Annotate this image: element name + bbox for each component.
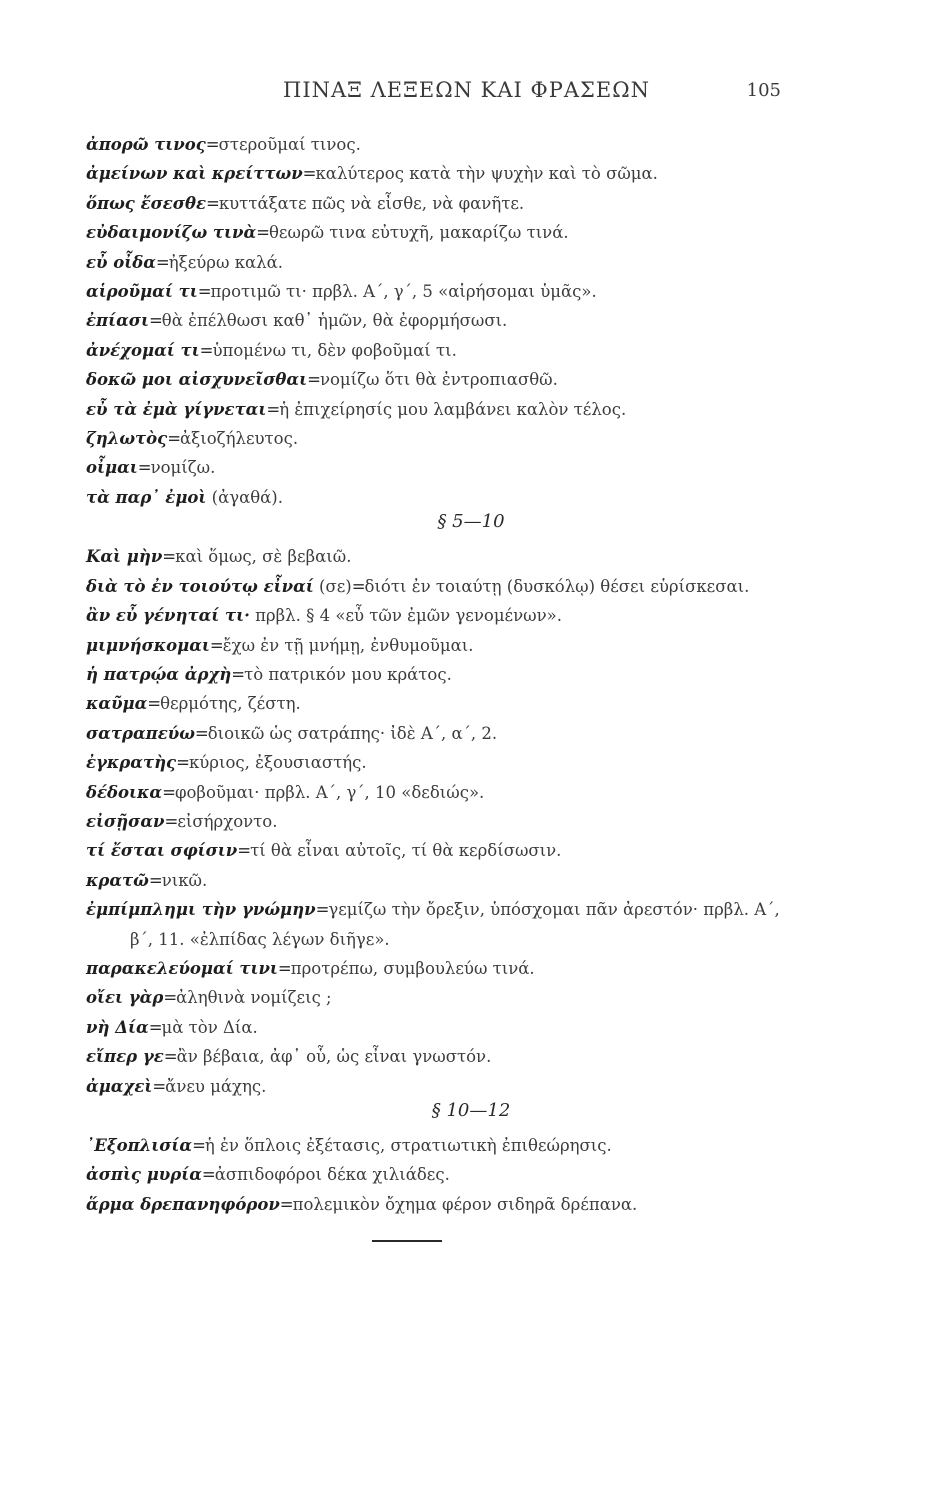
entry-term: δοκῶ μοι αἰσχυνεῖσθαι [86,370,308,390]
glossary-entry [86,748,786,777]
equals-sign: = [147,694,161,714]
entry-term: εὖ τὰ ἐμὰ γίγνεται [86,399,267,419]
entry-definition: ὑπομένω τι, δὲν φοβοῦμαί τι. [212,340,457,360]
entry-term: εὐδαιμονίζω τινὰ [86,223,257,243]
glossary-entry [86,807,786,836]
equals-sign: = [201,1165,215,1185]
entry-definition: στεροῦμαί τινος. [218,135,361,154]
entry-definition: καλύτερος κατὰ τὴν ψυχὴν καὶ τὸ σῶμα. [315,164,658,184]
glossary-entry [86,660,786,689]
entry-term: μιμνήσκομαι [86,635,210,655]
glossary-entry [86,130,786,159]
entry-term: ἐμπίμπλημι τὴν γνώμην [86,900,316,920]
equals-sign: = [315,900,329,920]
entry-definition: νομίζω ὅτι θὰ ἐντροπιασθῶ. [319,370,558,390]
glossary-entry [86,453,786,482]
entry-term: τί ἔσται σφίσιν [86,841,238,861]
glossary-group-1 [86,130,786,512]
entry-definition: φοβοῦμαι· πρβλ. Α΄, γ΄, 10 «δεδιώς». [174,782,485,802]
entry-term: ὅπως ἔσεσθε [86,193,207,213]
entry-definition: πολεμικὸν ὄχημα φέρον σιδηρᾶ δρέπανα. [292,1194,638,1214]
glossary-entry [86,631,786,660]
equals-sign: = [162,547,176,567]
entry-term: νὴ Δία [86,1017,149,1037]
entry-definition: τί θὰ εἶναι αὐτοῖς, τί θὰ κερδίσωσιν. [250,841,562,861]
entry-term: ἐγκρατὴς [86,753,177,773]
entry-definition: ἂν βέβαια, ἀφ᾽ οὗ, ὡς εἶναι γνωστόν. [176,1047,492,1067]
entry-definition: θεωρῶ τινα εὐτυχῆ, μακαρίζω τινά. [268,223,569,243]
equals-sign: = [176,753,189,773]
glossary-entry [86,689,786,718]
equals-sign: = [266,399,280,419]
glossary-entry [86,778,786,807]
glossary-entry [86,218,786,247]
entry-definition: θερμότης, ζέστη. [160,694,301,714]
entry-definition: προτρέπω, συμβουλεύω τινά. [290,958,535,978]
page-number: 105 [746,80,781,101]
section-heading-10-12: § 10—12 [431,1100,511,1121]
equals-sign: = [137,458,151,478]
entry-definition: διότι ἐν τοιαύτῃ (δυσκόλῳ) θέσει εὑρίσκεσαι. [364,576,750,596]
entry-term: σατραπεύω [86,723,195,743]
glossary-entry [86,954,786,983]
equals-sign: = [163,988,177,1008]
entry-term: διὰ τὸ ἐν τοιούτῳ εἶναί [86,576,314,596]
equals-sign: = [162,782,175,802]
glossary-entry [86,1160,786,1189]
entry-term: ἀπορῶ τινος [86,135,206,154]
glossary-entry [86,542,786,571]
glossary-entry [86,365,786,394]
equals-sign: = [279,1194,293,1214]
equals-sign: = [231,664,245,684]
glossary-entry [86,424,786,453]
glossary-entry [86,836,786,865]
entry-definition: ἀξιοζήλευτος. [180,429,299,449]
end-rule [372,1240,442,1242]
entry-definition: ἀσπιδοφόροι δέκα χιλιάδες. [214,1165,450,1185]
entry-term: ἀσπὶς μυρία [86,1165,202,1185]
entry-definition: μὰ τὸν Δία. [161,1017,258,1037]
glossary-entry [86,719,786,748]
glossary-entry [86,395,786,424]
entry-term: ἅρμα δρεπανηφόρον [86,1194,280,1214]
glossary-entry [86,306,786,335]
entry-definition: ἄνευ μάχης. [165,1076,267,1096]
glossary-entry [86,572,786,601]
entry-definition: τὸ πατρικόν μου κράτος. [244,664,452,684]
equals-sign: = [197,282,211,302]
entry-definition: διοικῶ ὡς σατράπης· ἰδὲ Α΄, α΄, 2. [207,723,498,743]
equals-sign: = [192,1136,205,1155]
running-title: ΠΙΝΑΞ ΛΕΞΕΩΝ ΚΑΙ ΦΡΑΣΕΩΝ [283,78,650,102]
equals-sign: = [209,635,223,655]
glossary-entry [86,277,786,306]
entry-term: ᾽Εξοπλισία [86,1136,193,1155]
equals-sign: = [351,576,365,596]
equals-sign: = [163,1047,177,1067]
glossary-entry [86,159,786,188]
entry-term: ἀμαχεὶ [86,1076,153,1096]
entry-term: ζηλωτὸς [86,429,168,449]
equals-sign: = [302,164,316,184]
page-header [0,78,933,108]
section-heading-5-10: § 5—10 [437,511,505,533]
entry-term: ἂν εὖ γένηταί τι· [86,606,250,626]
equals-sign: = [205,135,219,154]
equals-sign: = [307,370,320,390]
entry-note: (σε) [313,576,352,596]
entry-definition: γεμίζω τὴν ὄρεξιν, ὑπόσχομαι πᾶν ἀρεστόν· πρβλ. Α΄, β΄, 11. «ἐλπίδας λέγων διῆγε». [130,900,780,949]
entry-term: ἐπίασι [86,311,149,331]
entry-term: ἡ πατρῴα ἀρχὴ [86,664,232,684]
equals-sign: = [167,429,181,449]
entry-term: δέδοικα [86,782,163,802]
entry-definition: κύριος, ἐξουσιαστής. [188,753,367,773]
entry-definition: εἰσήρχοντο. [177,811,278,831]
glossary-entry [86,1190,786,1219]
entry-term: εὖ οἶδα [86,252,156,272]
entry-definition: θὰ ἐπέλθωσι καθ᾽ ἡμῶν, θὰ ἐφορμήσωσι. [161,311,508,331]
equals-sign: = [148,311,162,331]
glossary-entry [86,601,786,630]
glossary-body [86,130,786,1219]
entry-note: (ἀγαθά). [206,487,283,507]
entry-definition: ἡ ἐπιχείρησίς μου λαμβάνει καλὸν τέλος. [279,399,627,419]
glossary-entry [86,189,786,218]
entry-term: Καὶ μὴν [86,547,163,567]
equals-sign: = [152,1076,166,1096]
entry-term: εἴπερ γε [86,1047,164,1067]
entry-term: τὰ παρ᾽ ἐμοὶ [86,487,207,507]
entry-definition: ἠξεύρω καλά. [168,252,284,272]
equals-sign: = [199,340,213,360]
glossary-entry [86,895,786,954]
equals-sign: = [237,841,251,861]
entry-term: παρακελεύομαί τινι [86,958,278,978]
entry-definition: κυττάξατε πῶς νὰ εἶσθε, νὰ φανῆτε. [218,193,525,213]
glossary-entry [86,1013,786,1042]
entry-term: εἰσῇσαν [86,811,165,831]
glossary-entry [86,336,786,365]
entry-definition: καὶ ὅμως, σὲ βεβαιῶ. [175,547,352,567]
entry-term: ἀνέχομαί τι [86,340,200,360]
glossary-group-2 [86,542,786,1101]
entry-term: αἱροῦμαί τι [86,282,198,302]
equals-sign: = [148,870,162,890]
glossary-entry [86,1131,786,1160]
entry-term: ἀμείνων καὶ κρείττων [86,164,303,184]
entry-definition: ἡ ἐν ὅπλοις ἐξέτασις, στρατιωτικὴ ἐπιθεώρησις. [204,1136,612,1155]
entry-term: οἴει γὰρ [86,988,164,1008]
equals-sign: = [164,811,178,831]
equals-sign: = [194,723,208,743]
equals-sign: = [148,1017,162,1037]
entry-note: πρβλ. § 4 «εὖ τῶν ἐμῶν γενομένων». [249,606,562,626]
glossary-entry [86,866,786,895]
entry-term: οἶμαι [86,458,138,478]
entry-term: καῦμα [86,694,148,714]
glossary-entry [86,248,786,277]
entry-term: κρατῶ [86,870,149,890]
glossary-group-3 [86,1131,786,1219]
entry-definition: ἀληθινὰ νομίζεις ; [176,988,332,1008]
glossary-entry [86,983,786,1012]
equals-sign: = [256,223,269,243]
entry-definition: νικῶ. [161,870,208,890]
entry-definition: ἔχω ἐν τῇ μνήμῃ, ἐνθυμοῦμαι. [222,635,474,655]
entry-definition: νομίζω. [150,458,216,478]
equals-sign: = [277,958,291,978]
equals-sign: = [206,193,219,213]
entry-definition: προτιμῶ τι· πρβλ. Α΄, γ΄, 5 «αἱρήσομαι ὑμᾶς». [210,282,597,302]
glossary-entry [86,1042,786,1071]
equals-sign: = [155,252,169,272]
